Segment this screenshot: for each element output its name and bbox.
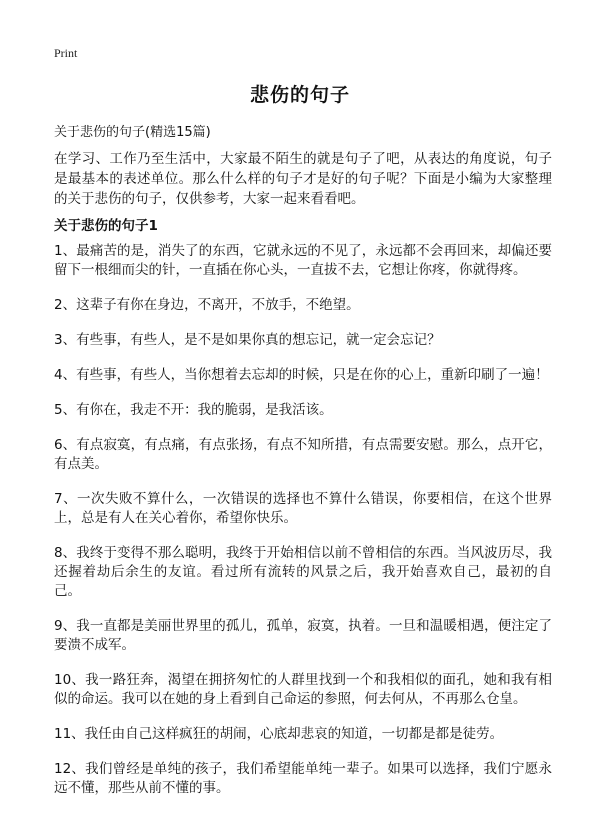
list-item: 10、我一路狂奔，渴望在拥挤匆忙的人群里找到一个和我相似的面孔，她和我有相似的命运。我可以在她的身上看到自己命运的参照，何去何从，不再那么仓皇。 bbox=[54, 672, 552, 707]
list-item: 11、我任由自己这样疯狂的胡闹，心底却悲哀的知道，一切都是都是徒劳。 bbox=[54, 726, 504, 742]
list-item: 12、我们曾经是单纯的孩子，我们希望能单纯一辈子。如果可以选择，我们宁愿永远不懂，那些从前不懂的事。 bbox=[54, 761, 552, 796]
list-item: 5、有你在，我走不开：我的脆弱，是我活该。 bbox=[54, 402, 333, 418]
list-item: 8、我终于变得不那么聪明，我终于开始相信以前不曾相信的东西。当风波历尽，我还握着劫后余生的友谊。看过所有流转的风景之后，我开始喜欢自己，最初的自己。 bbox=[54, 545, 552, 599]
print-link[interactable]: Print bbox=[54, 46, 78, 60]
list-item: 3、有些事，有些人，是不是如果你真的想忘记，就一定会忘记？ bbox=[54, 332, 441, 348]
document-subtitle: 关于悲伤的句子(精选15篇) bbox=[54, 125, 211, 140]
sentence-list bbox=[54, 242, 552, 814]
intro-paragraph: 在学习、工作乃至生活中，大家最不陌生的就是句子了吧，从表达的角度说，句子是最基本的表述单位。那么什么样的句子才是好的句子呢？下面是小编为大家整理的关于悲伤的句子，仅供参考，大家一起来看看吧。 bbox=[54, 151, 552, 207]
section-heading: 关于悲伤的句子1 bbox=[54, 218, 158, 234]
list-item: 6、有点寂寞，有点痛，有点张扬，有点不知所措，有点需要安慰。那么，点开它，有点美。 bbox=[54, 437, 552, 472]
list-item: 4、有些事，有些人，当你想着去忘却的时候，只是在你的心上，重新印刷了一遍！ bbox=[54, 367, 549, 383]
list-item: 7、一次失败不算什么，一次错误的选择也不算什么错误，你要相信，在这个世界上，总是有人在关心着你，希望你快乐。 bbox=[54, 491, 552, 526]
page-title: 悲伤的句子 bbox=[249, 84, 350, 106]
list-item: 1、最痛苦的是，消失了的东西，它就永远的不见了，永远都不会再回来，却偏还要留下一根细而尖的针，一直插在你心头，一直拔不去，它想让你疼，你就得疼。 bbox=[54, 243, 552, 278]
list-item: 2、这辈子有你在身边，不离开，不放手，不绝望。 bbox=[54, 297, 360, 313]
list-item: 9、我一直都是美丽世界里的孤儿，孤单，寂寞，执着。一旦和温暖相遇，便注定了要溃不成军。 bbox=[54, 618, 552, 653]
